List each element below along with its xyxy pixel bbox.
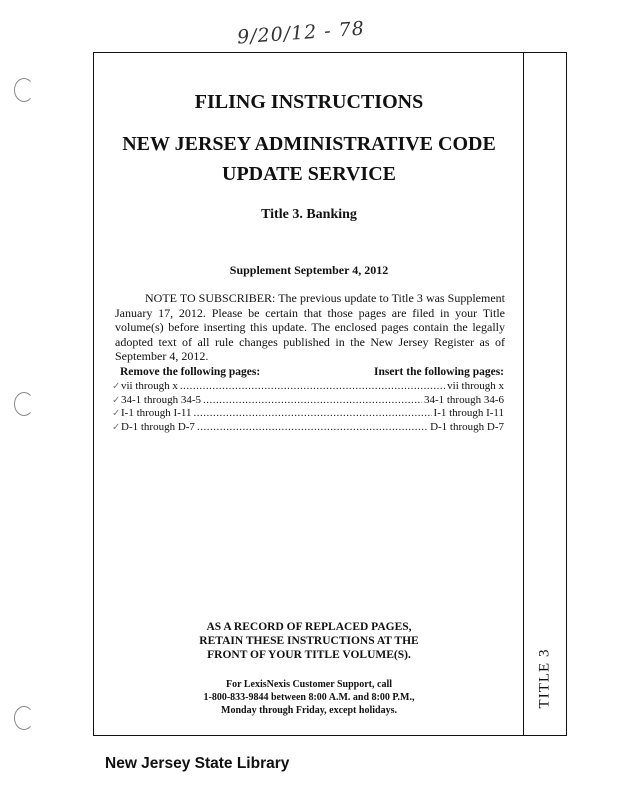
binder-hole-top [14,78,34,102]
remove-pages: I-1 through I-11 [121,407,192,419]
table-row [112,407,504,421]
title-tab [523,52,567,736]
title-line: Title 3. Banking [261,207,357,222]
support-line: For LexisNexis Customer Support, call [225,679,392,690]
supplement-date: Supplement September 4, 2012 [229,263,389,277]
checkmark-icon: ✓ [112,381,121,392]
dot-leader [193,407,431,419]
binder-hole-bottom [14,706,34,730]
support-line: 1-800-833-9844 between 8:00 A.M. and 8:00 P.M., [203,692,415,703]
checkmark-icon: ✓ [112,408,121,419]
record-line: AS A RECORD OF REPLACED PAGES, [206,621,412,633]
library-footer: New Jersey State Library [105,755,290,772]
pages-table [112,380,504,434]
dot-leader [203,394,422,406]
page-title: FILING INSTRUCTIONS [194,91,424,113]
handwritten-date-note: 9/20/12 - 78 [236,17,366,49]
remove-column-header: Remove the following pages: [120,366,261,378]
page-subtitle [94,129,524,189]
subtitle-line: NEW JERSEY ADMINISTRATIVE CODE [122,133,496,155]
insert-pages: vii through x [447,380,504,392]
table-row [112,380,504,394]
insert-pages: D-1 through D-7 [430,420,504,433]
checkmark-icon: ✓ [112,421,121,433]
record-line: RETAIN THESE INSTRUCTIONS AT THE [199,635,419,647]
remove-pages: vii through x [121,380,178,392]
insert-column-header: Insert the following pages: [373,366,504,378]
instruction-sheet [93,52,524,736]
checkmark-icon: ✓ [112,394,121,406]
pages-table-header [120,366,504,378]
dot-leader [197,421,428,433]
remove-pages: 34-1 through 34-5 [121,393,202,406]
support-line: Monday through Friday, except holidays. [221,705,397,716]
table-row [112,421,504,435]
table-row [112,394,504,408]
tab-label-wrap [524,648,566,709]
record-line: FRONT OF YOUR TITLE VOLUME(S). [207,649,411,661]
dot-leader [180,380,445,392]
insert-pages: I-1 through I-11 [433,407,504,419]
note-to-subscriber: NOTE TO SUBSCRIBER: The previous update to Title 3 was Supplement January 17, 2012. Please be certain that those pages are filed in your Title volume(s) before inserting this update. The enclosed pages contain the legally adopted text of all rule changes published in the New Jersey Register as of September 4, 2012. [115,291,505,363]
record-instruction [94,620,524,662]
customer-support-info [94,678,524,717]
subtitle-line: UPDATE SERVICE [222,163,396,185]
tab-label: TITLE 3 [536,648,553,709]
binder-hole-middle [14,392,34,416]
insert-pages: 34-1 through 34-6 [423,393,504,406]
remove-pages: D-1 through D-7 [121,420,195,433]
